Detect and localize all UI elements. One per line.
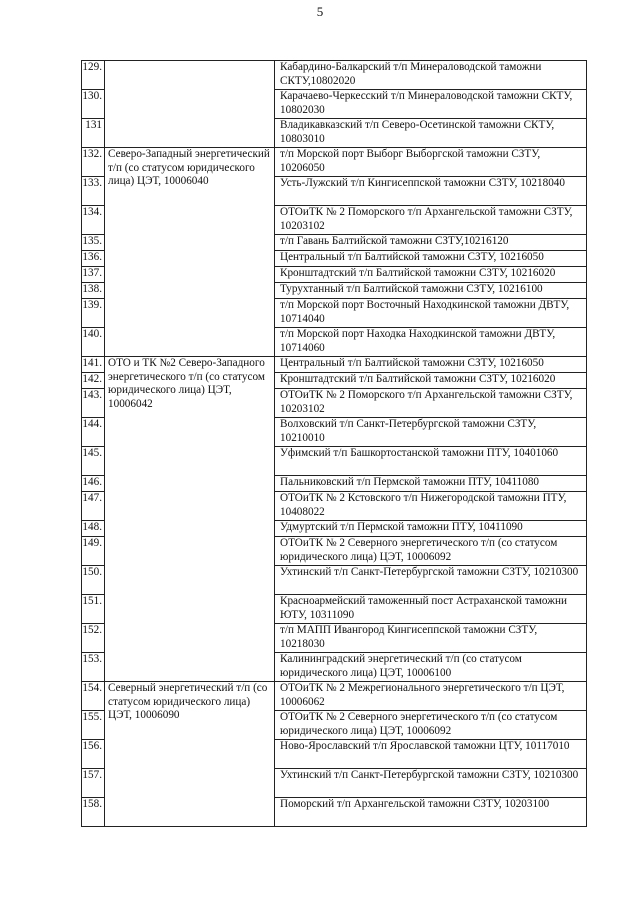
row-number: 139. [82, 299, 105, 328]
customs-post-cell: т/п МАПП Ивангород Кингисеппской таможни СЗТУ, 10218030 [275, 624, 587, 653]
customs-post-cell: Центральный т/п Балтийской таможни СЗТУ, 10216050 [275, 251, 587, 267]
customs-post-cell: т/п Морской порт Выборг Выборгской таможни СЗТУ, 10206050 [275, 148, 587, 177]
row-number: 144. [82, 418, 105, 447]
row-number: 132. [82, 148, 105, 177]
group-label: Северный энергетический т/п (со статусом юридического лица) ЦЭТ, 10006090 [105, 682, 275, 827]
customs-post-cell: Владикавказский т/п Северо-Осетинской таможни СКТУ, 10803010 [275, 119, 587, 148]
group-label: Северо-Западный энергетический т/п (со статусом юридического лица) ЦЭТ, 10006040 [105, 148, 275, 357]
customs-post-cell: Кронштадтский т/п Балтийской таможни СЗТУ, 10216020 [275, 267, 587, 283]
table-row [82, 148, 587, 177]
customs-posts-table [81, 60, 587, 827]
row-number: 130. [82, 90, 105, 119]
row-number: 134. [82, 206, 105, 235]
customs-post-cell: Усть-Лужский т/п Кингисеппской таможни СЗТУ, 10218040 [275, 177, 587, 206]
row-number: 151. [82, 595, 105, 624]
customs-post-cell: Ухтинский т/п Санкт-Петербургской таможни СЗТУ, 10210300 [275, 769, 587, 798]
customs-post-cell: т/п Морской порт Восточный Находкинской таможни ДВТУ, 10714040 [275, 299, 587, 328]
row-number: 156. [82, 740, 105, 769]
customs-post-cell: Уфимский т/п Башкортостанской таможни ПТУ, 10401060 [275, 447, 587, 476]
group-label: ОТО и ТК №2 Северо-Западного энергетического т/п (со статусом юридического лица) ЦЭТ, 10006042 [105, 357, 275, 682]
row-number: 138. [82, 283, 105, 299]
page-number: 5 [316, 4, 324, 19]
customs-post-cell: ОТОиТК № 2 Поморского т/п Архангельской таможни СЗТУ, 10203102 [275, 389, 587, 418]
table-row [82, 61, 587, 90]
row-number: 158. [82, 798, 105, 827]
row-number: 145. [82, 447, 105, 476]
row-number: 152. [82, 624, 105, 653]
customs-post-cell: Карачаево-Черкесский т/п Минераловодской таможни СКТУ, 10802030 [275, 90, 587, 119]
customs-post-cell: Ухтинский т/п Санкт-Петербургской таможни СЗТУ, 10210300 [275, 566, 587, 595]
customs-post-cell: Красноармейский таможенный пост Астраханской таможни ЮТУ, 10311090 [275, 595, 587, 624]
row-number: 142. [82, 373, 105, 389]
row-number: 147. [82, 492, 105, 521]
customs-post-cell: т/п Гавань Балтийской таможни СЗТУ,10216120 [275, 235, 587, 251]
row-number: 155. [82, 711, 105, 740]
customs-post-cell: ОТОиТК № 2 Кстовского т/п Нижегородской таможни ПТУ, 10408022 [275, 492, 587, 521]
row-number: 157. [82, 769, 105, 798]
customs-post-cell: Пальниковский т/п Пермской таможни ПТУ, 10411080 [275, 476, 587, 492]
customs-post-cell: Кабардино-Балкарский т/п Минераловодской таможни СКТУ,10802020 [275, 61, 587, 90]
customs-post-cell: Кронштадтский т/п Балтийской таможни СЗТУ, 10216020 [275, 373, 587, 389]
customs-post-cell: т/п Морской порт Находка Находкинской таможни ДВТУ, 10714060 [275, 328, 587, 357]
table-row [82, 357, 587, 373]
customs-post-cell: Турухтанный т/п Балтийской таможни СЗТУ, 10216100 [275, 283, 587, 299]
customs-post-cell: ОТОиТК № 2 Северного энергетического т/п (со статусом юридического лица) ЦЭТ, 10006092 [275, 711, 587, 740]
customs-post-cell: Волховский т/п Санкт-Петербургской таможни СЗТУ, 10210010 [275, 418, 587, 447]
row-number: 148. [82, 521, 105, 537]
row-number: 146. [82, 476, 105, 492]
row-number: 154. [82, 682, 105, 711]
customs-post-cell: Поморский т/п Архангельской таможни СЗТУ, 10203100 [275, 798, 587, 827]
table-row [82, 682, 587, 711]
row-number: 133. [82, 177, 105, 206]
row-number: 143. [82, 389, 105, 418]
row-number: 153. [82, 653, 105, 682]
customs-post-cell: ОТОиТК № 2 Межрегионального энергетического т/п ЦЭТ, 10006062 [275, 682, 587, 711]
row-number: 150. [82, 566, 105, 595]
row-number: 141. [82, 357, 105, 373]
row-number: 129. [82, 61, 105, 90]
row-number: 136. [82, 251, 105, 267]
row-number: 149. [82, 537, 105, 566]
row-number: 135. [82, 235, 105, 251]
customs-post-cell: Калининградский энергетический т/п (со статусом юридического лица) ЦЭТ, 10006100 [275, 653, 587, 682]
row-number: 140. [82, 328, 105, 357]
row-number: 137. [82, 267, 105, 283]
customs-post-cell: Центральный т/п Балтийской таможни СЗТУ, 10216050 [275, 357, 587, 373]
customs-post-cell: Удмуртский т/п Пермской таможни ПТУ, 10411090 [275, 521, 587, 537]
customs-post-cell: Ново-Ярославский т/п Ярославской таможни ЦТУ, 10117010 [275, 740, 587, 769]
group-label [105, 61, 275, 148]
customs-post-cell: ОТОиТК № 2 Поморского т/п Архангельской таможни СЗТУ, 10203102 [275, 206, 587, 235]
row-number: 131 [82, 119, 105, 148]
customs-post-cell: ОТОиТК № 2 Северного энергетического т/п (со статусом юридического лица) ЦЭТ, 10006092 [275, 537, 587, 566]
